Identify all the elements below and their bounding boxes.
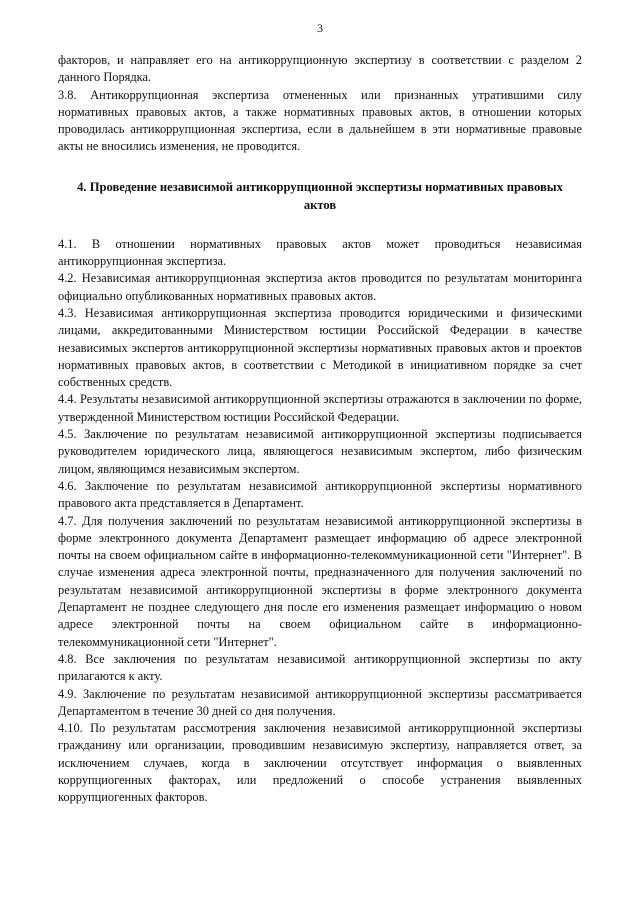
paragraph-4-9: 4.9. Заключение по результатам независимой антикоррупционной экспертизы рассматривается Департаментом в течение 30 дней со дня получения. [58,686,582,718]
paragraph-4-10: 4.10. По результатам рассмотрения заключения независимой антикоррупционной экспертизы гражданину или организации, проводившим независимую экспертизу, направляется ответ, за исключением случаев, когда в заключении отсутствует информация о выявленных коррупциогенных факторах, или предложений о способе устранения выявленных коррупциогенных факторов. [58,721,582,805]
paragraph-continuation: факторов, и направляет его на антикоррупционную экспертизу в соответствии с разделом 2 данного Порядка. [58,53,582,85]
paragraph-4-8: 4.8. Все заключения по результатам независимой антикоррупционной экспертизы по акту прилагаются к акту. [58,651,582,684]
paragraph-4-4: 4.4. Результаты независимой антикоррупционной экспертизы отражаются в заключении по форме, утвержденной Министерством юстиции Российской Федерации. [58,392,582,424]
page-number: 3 [317,21,323,35]
paragraph-4-7: 4.7. Для получения заключений по результатам независимой антикоррупционной экспертизы в форме электронного документа Департамент размещает информацию об адресе электронной почты на своем официальном сайте в информационно-телекоммуникационной сети "Интернет". В случае изменения адреса электронной почты, предназначенного для получения заключений по результатам независимой антикоррупционной экспертизы в форме электронного документа Департамент не позднее следующего дня после его изменения размещает информацию о новом адресе электронной почты на своем официальном сайте в информационно-телекоммуникационной сети "Интернет". [58,513,582,649]
paragraph-4-3: 4.3. Независимая антикоррупционная экспертиза проводится юридическими и физическими лицами, аккредитованными Министерством юстиции Российской Федерации в качестве независимых экспертов антикоррупционной экспертизы нормативных правовых актов и проектов нормативных правовых актов, в соответствии с Методикой в инициативном порядке за счет собственных средств. [58,305,582,390]
paragraph-4-1: 4.1. В отношении нормативных правовых актов может проводиться независимая антикоррупционная экспертиза. [58,236,582,269]
paragraph-4-6: 4.6. Заключение по результатам независимой антикоррупционной экспертизы нормативного правового акта представляется в Департамент. [58,478,582,511]
section-heading: 4. Проведение независимой антикоррупционной экспертизы нормативных правовых актов [77,179,563,212]
paragraph-4-2: 4.2. Независимая антикоррупционная экспертиза актов проводится по результатам мониторинга официально опубликованных нормативных правовых актов. [58,271,582,303]
document-body [58,52,582,807]
paragraph-3-8: 3.8. Антикоррупционная экспертиза отмененных или признанных утратившими силу нормативных правовых актов, а также нормативных правовых актов, в отношении которых проводилась антикоррупционная экспертиза, если в дальнейшем в эти нормативные правовые акты не вносились изменения, не проводится. [58,87,582,154]
paragraph-4-5: 4.5. Заключение по результатам независимой антикоррупционной экспертизы подписывается руководителем юридического лица, являющегося независимым экспертом, либо физическим лицом, являющимся независимым экспертом. [58,427,582,476]
